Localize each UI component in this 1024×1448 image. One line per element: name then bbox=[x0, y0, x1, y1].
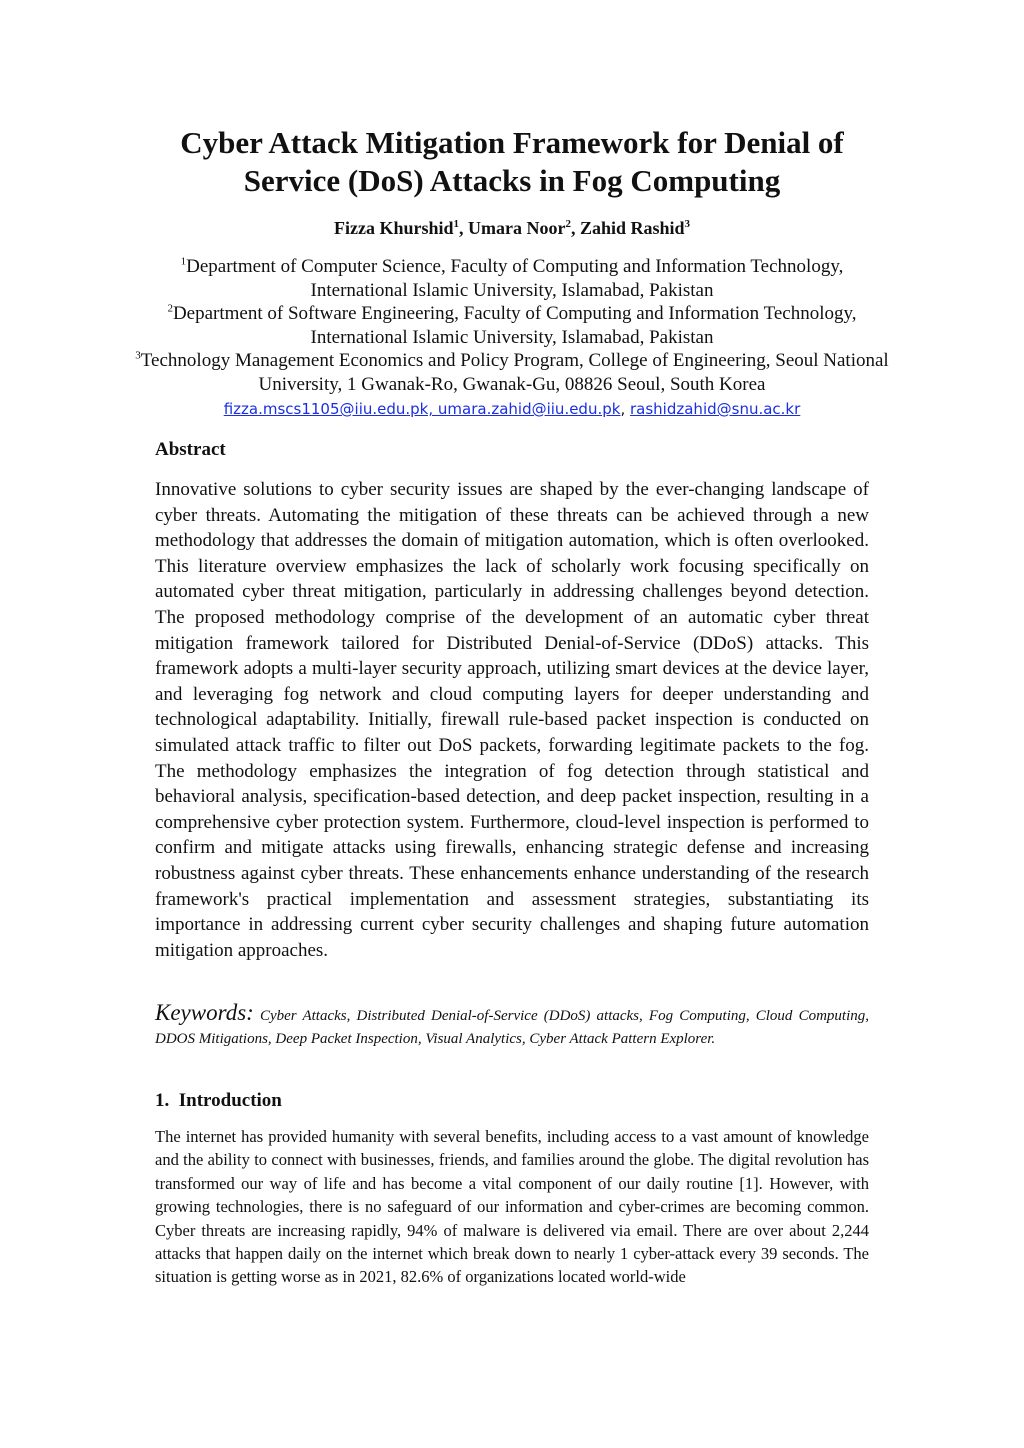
email-link-snu[interactable]: rashidzahid@snu.ac.kr bbox=[630, 400, 801, 418]
affiliation-text: Department of Software Engineering, Faculty of Computing and Information Technology, International Islamic University, Islamabad, Pakistan bbox=[172, 303, 857, 348]
author-list bbox=[140, 217, 884, 239]
paper-title: Cyber Attack Mitigation Framework for Denial of Service (DoS) Attacks in Fog Computing bbox=[180, 125, 844, 198]
author-name: Fizza Khurshid bbox=[333, 218, 454, 238]
author-name: Zahid Rashid bbox=[579, 218, 685, 238]
affiliation-text: Technology Management Economics and Policy Program, College of Engineering, Seoul National University, 1 Gwanak-Ro, Gwanak-Gu, 08826 Seoul, South Korea bbox=[140, 350, 889, 395]
email-list bbox=[130, 398, 894, 420]
abstract-heading: Abstract bbox=[155, 439, 226, 460]
author-name: Umara Noor bbox=[467, 218, 566, 238]
affiliation-marker: 3 bbox=[135, 349, 141, 362]
introduction-body: The internet has provided humanity with several benefits, including access to a vast amount of knowledge and the ability to connect with businesses, friends, and families around the globe. The digital revolution has transformed our way of life and has become a vital component of our daily routine [1]. However, with growing technologies, there is no safeguard of our information and cyber-crimes are becoming common. Cyber threats are increasing rapidly, 94% of malware is delivered via email. There are over about 2,244 attacks that happen daily on the internet which break down to nearly 1 cyber-attack every 39 seconds. The situation is getting worse as in 2021, 82.6% of organizations located world-wide bbox=[155, 1127, 869, 1287]
affiliation-marker: 2 bbox=[167, 302, 173, 315]
email-separator: , bbox=[620, 400, 630, 418]
email-link-iiu[interactable]: fizza.mscs1105@iiu.edu.pk, umara.zahid@iiu.edu.pk bbox=[223, 400, 621, 418]
author-affiliation-marker: 3 bbox=[684, 218, 691, 230]
author-separator: , bbox=[570, 218, 580, 238]
introduction-heading: 1. Introduction bbox=[155, 1090, 282, 1111]
affiliation-2 bbox=[130, 302, 894, 349]
author-separator: , bbox=[458, 218, 468, 238]
author-affiliation-marker: 2 bbox=[565, 218, 571, 230]
author-affiliation-marker: 1 bbox=[453, 218, 459, 230]
keywords-text: Cyber Attacks, Distributed Denial-of-Service (DDoS) attacks, Fog Computing, Cloud Computing, DDOS Mitigations, Deep Packet Inspection, Visual Analytics, Cyber Attack Pattern Explorer. bbox=[155, 1008, 869, 1047]
affiliation-1 bbox=[130, 255, 894, 302]
affiliation-3 bbox=[130, 349, 894, 396]
affiliation-text: Department of Computer Science, Faculty of Computing and Information Technology, International Islamic University, Islamabad, Pakistan bbox=[186, 256, 844, 301]
keywords-section bbox=[155, 1002, 869, 1050]
affiliation-marker: 1 bbox=[180, 255, 187, 268]
abstract-body: Innovative solutions to cyber security issues are shaped by the ever-changing landscape of cyber threats. Automating the mitigation of these threats can be achieved through a new methodology that addresses the domain of mitigation automation, which is often overlooked. This literature overview emphasizes the lack of scholarly work focusing specifically on automated cyber threat mitigation, particularly in addressing challenges beyond detection. The proposed methodology comprise of the development of an automatic cyber threat mitigation framework tailored for Distributed Denial-of-Service (DDoS) attacks. This framework adopts a multi-layer security approach, utilizing smart devices at the device layer, and leveraging fog network and cloud computing layers for deeper understanding and technological adaptability. Initially, firewall rule-based packet inspection is conducted on simulated attack traffic to filter out DoS packets, forwarding legitimate packets to the fog. The methodology emphasizes the integration of fog detection through statistical and behavioral analysis, specification-based detection, and deep packet inspection, resulting in a comprehensive cyber protection system. Furthermore, cloud-level inspection is performed to confirm and mitigate attacks using firewalls, enhancing strategic defense and increasing robustness against cyber threats. These enhancements enhance understanding of the research framework's practical implementation and assessment strategies, substantiating its importance in addressing current cyber security challenges and shaping future automation mitigation approaches. bbox=[155, 479, 869, 961]
keywords-label: Keywords: bbox=[155, 1000, 254, 1025]
